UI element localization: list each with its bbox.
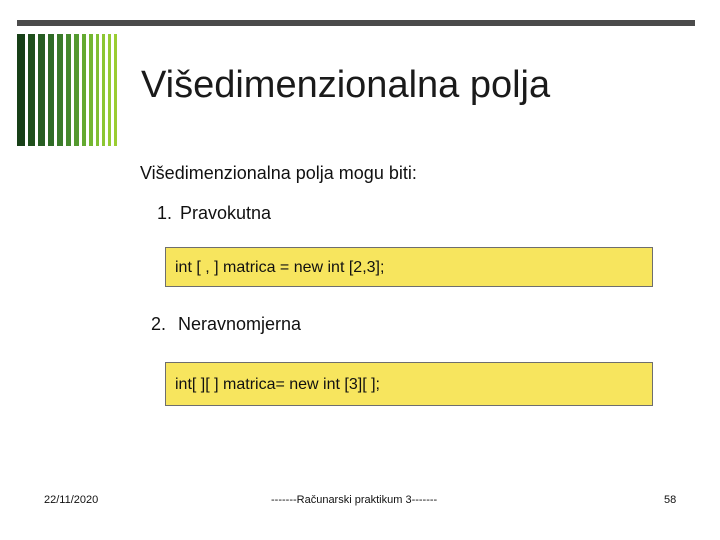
stripe — [57, 34, 63, 146]
stripe — [114, 34, 117, 146]
list-item-jagged — [151, 314, 301, 335]
intro-text: Višedimenzionalna polja mogu biti: — [140, 163, 417, 183]
footer-date: 22/11/2020 — [44, 494, 99, 506]
stripe — [102, 34, 105, 146]
list-item-rectangular — [157, 203, 271, 224]
list-number: 2. — [151, 314, 167, 334]
stripe — [74, 34, 79, 146]
stripe — [89, 34, 93, 146]
code-box-jagged: int[ ][ ] matrica= new int [3][ ]; — [165, 362, 653, 406]
stripe — [17, 34, 25, 146]
stripe — [82, 34, 86, 146]
stripe — [38, 34, 45, 146]
footer-center-text: -------Računarski praktikum 3------- — [271, 494, 438, 506]
list-label: Neravnomjerna — [178, 314, 302, 334]
stripe — [66, 34, 71, 146]
list-label: Pravokutna — [180, 203, 272, 223]
stripe — [108, 34, 111, 146]
slide-title: Višedimenzionalna polja — [141, 64, 551, 106]
stripe — [48, 34, 54, 146]
stripe — [28, 34, 35, 146]
page-number: 58 — [664, 494, 677, 506]
decorative-stripes — [17, 34, 119, 146]
list-number: 1. — [157, 203, 173, 223]
stripe — [96, 34, 99, 146]
code-box-rectangular: int [ , ] matrica = new int [2,3]; — [165, 247, 653, 287]
top-rule — [17, 20, 695, 26]
